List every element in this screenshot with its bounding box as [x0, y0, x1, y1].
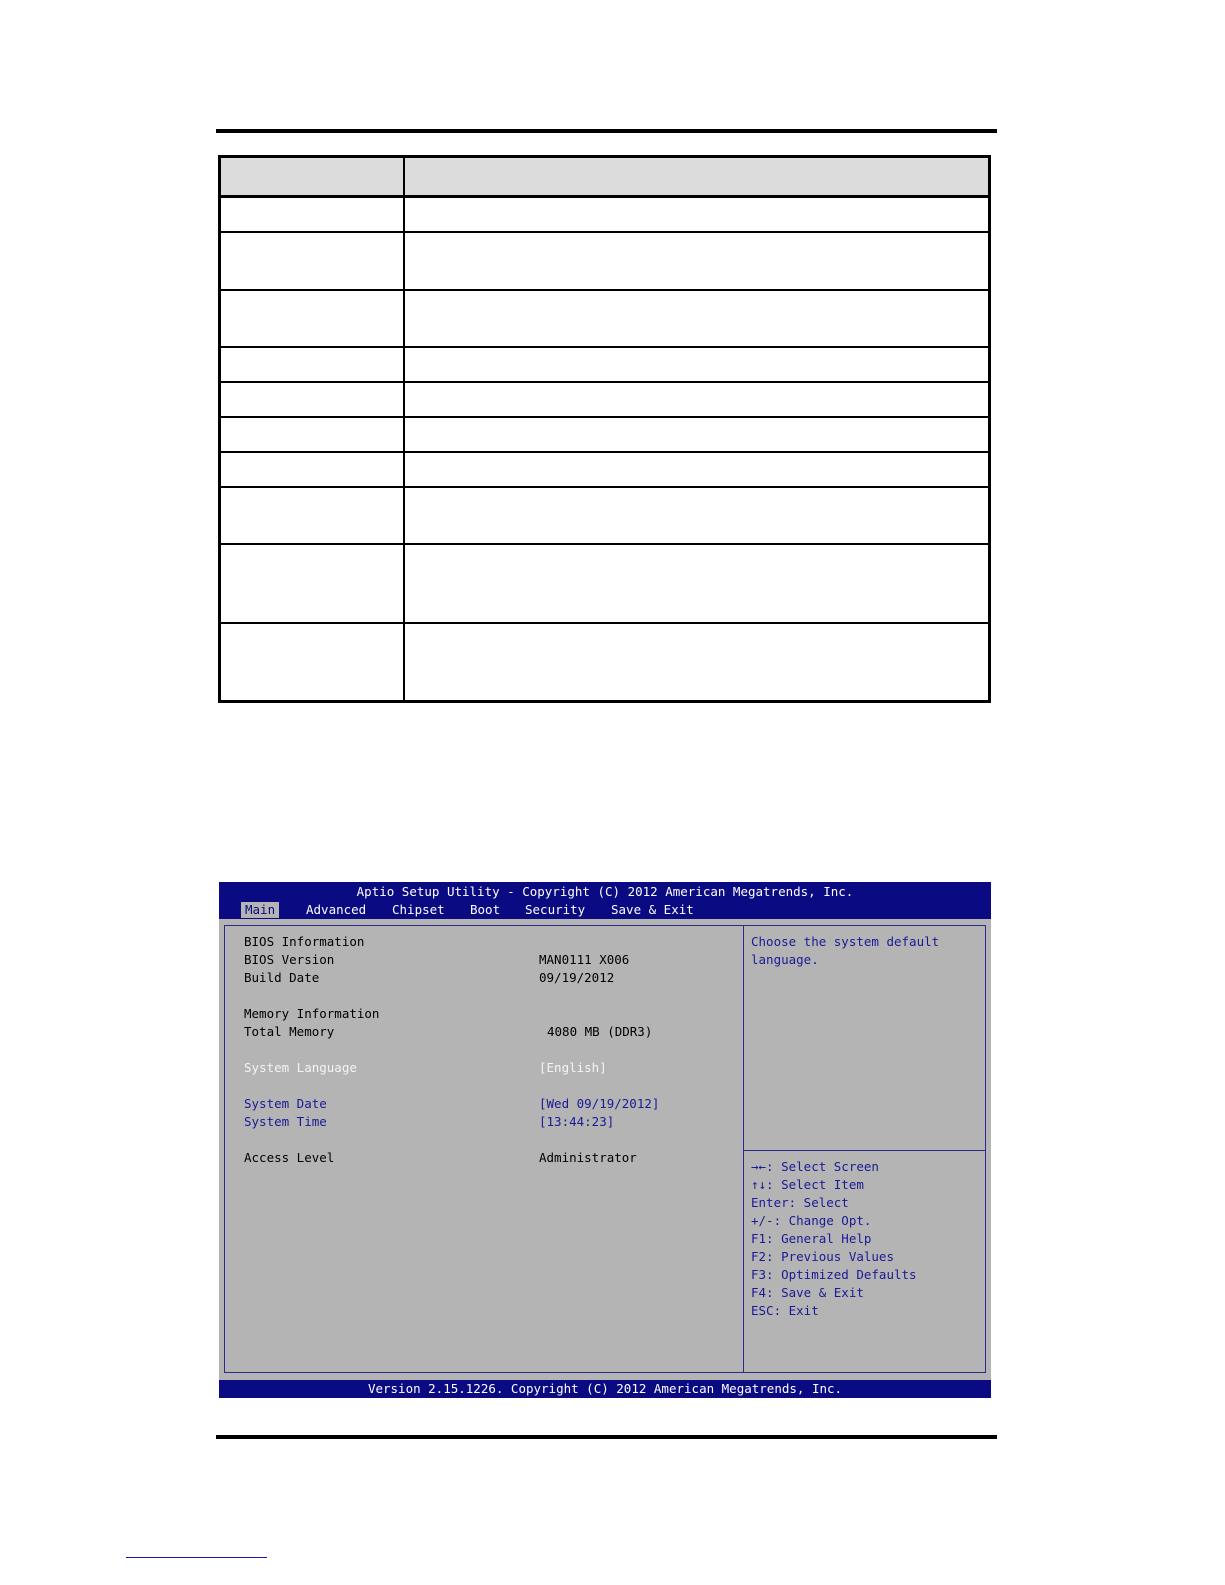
- key-help-f3: F3: Optimized Defaults: [751, 1267, 917, 1282]
- tab-save-exit[interactable]: Save & Exit: [611, 902, 694, 917]
- description-table: [218, 155, 991, 703]
- bios-version-value: MAN0111 X006: [539, 952, 630, 967]
- top-rule: [216, 129, 997, 133]
- key-help-f1: F1: General Help: [751, 1231, 872, 1246]
- system-time-label[interactable]: System Time: [244, 1114, 327, 1129]
- tab-advanced[interactable]: Advanced: [306, 902, 367, 917]
- total-memory-value: 4080 MB (DDR3): [547, 1024, 653, 1039]
- table-row: [221, 624, 988, 703]
- bios-information-heading: BIOS Information: [244, 934, 365, 949]
- memory-information-heading: Memory Information: [244, 1006, 380, 1021]
- table-row: [221, 545, 988, 624]
- bios-setup-screen: [219, 882, 991, 1398]
- table-row: [221, 383, 988, 418]
- total-memory-label: Total Memory: [244, 1024, 335, 1039]
- tab-boot[interactable]: Boot: [470, 902, 501, 917]
- table-row: [221, 291, 988, 348]
- system-date-label[interactable]: System Date: [244, 1096, 327, 1111]
- bottom-rule: [216, 1435, 997, 1439]
- key-help-change-opt: +/-: Change Opt.: [751, 1213, 872, 1228]
- help-text-line: Choose the system default: [751, 934, 940, 949]
- key-help-enter: Enter: Select: [751, 1195, 849, 1210]
- key-help-select-item: ↑↓: Select Item: [751, 1177, 864, 1192]
- access-level-label: Access Level: [244, 1150, 335, 1165]
- key-help-esc: ESC: Exit: [751, 1303, 819, 1318]
- bios-footer: Version 2.15.1226. Copyright (C) 2012 American Megatrends, Inc.: [219, 1380, 991, 1398]
- key-help-select-screen: →←: Select Screen: [751, 1159, 879, 1174]
- help-text-line: language.: [751, 952, 819, 967]
- help-panel: [743, 925, 986, 1373]
- table-row: [221, 198, 988, 233]
- bios-version-label: BIOS Version: [244, 952, 335, 967]
- bios-header: [219, 882, 991, 919]
- system-language-select[interactable]: [English]: [539, 1060, 607, 1075]
- footer-link-underline: [126, 1557, 267, 1558]
- table-header-row: [221, 158, 988, 198]
- tab-chipset[interactable]: Chipset: [392, 902, 445, 917]
- bios-title: Aptio Setup Utility - Copyright (C) 2012 American Megatrends, Inc.: [356, 884, 854, 899]
- system-date-field[interactable]: [Wed 09/19/2012]: [539, 1096, 660, 1111]
- table-row: [221, 453, 988, 488]
- tab-main[interactable]: Main: [241, 902, 279, 918]
- table-row: [221, 233, 988, 291]
- system-language-label[interactable]: System Language: [244, 1060, 357, 1075]
- table-row: [221, 488, 988, 545]
- table-row: [221, 348, 988, 383]
- build-date-label: Build Date: [244, 970, 320, 985]
- key-help-f2: F2: Previous Values: [751, 1249, 894, 1264]
- key-help-f4: F4: Save & Exit: [751, 1285, 864, 1300]
- tab-security[interactable]: Security: [525, 902, 586, 917]
- system-time-field[interactable]: [13:44:23]: [539, 1114, 615, 1129]
- access-level-value: Administrator: [539, 1150, 637, 1165]
- table-row: [221, 418, 988, 453]
- help-divider: [744, 1150, 985, 1151]
- build-date-value: 09/19/2012: [539, 970, 615, 985]
- settings-panel: [224, 925, 744, 1373]
